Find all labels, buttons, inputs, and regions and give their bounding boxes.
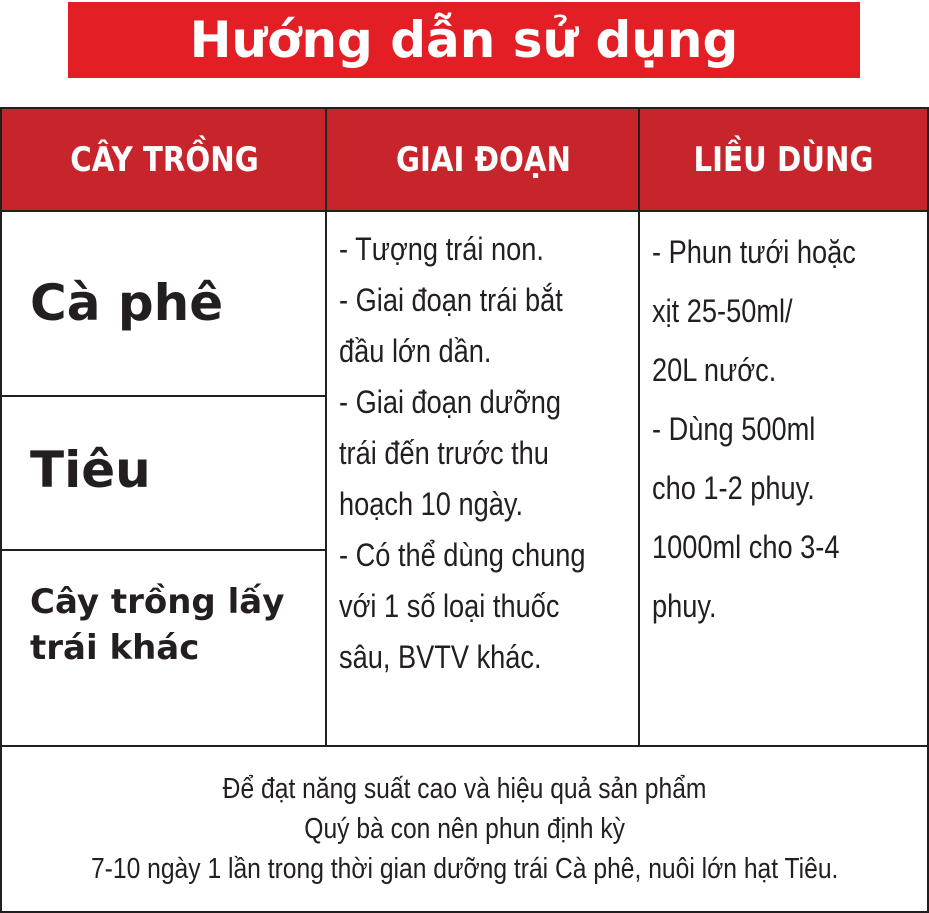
dosage-cell (652, 223, 856, 636)
row-divider (2, 549, 327, 551)
crop-pepper: Tiêu (30, 441, 151, 499)
header-crop: CÂY TRỒNG (70, 140, 259, 180)
usage-table (0, 107, 929, 913)
dosage-line: cho 1-2 phuy. (652, 470, 815, 506)
crop-other-fruit: Cây trồng lấy trái khác (30, 582, 285, 668)
stage-line: với 1 số loại thuốc (339, 588, 560, 624)
footer-line: 7-10 ngày 1 lần trong thời gian dưỡng trái Cà phê, nuôi lớn hạt Tiêu. (90, 853, 839, 885)
footer-note (2, 747, 927, 911)
crop-coffee: Cà phê (30, 274, 224, 332)
dosage-line: 1000ml cho 3-4 (652, 529, 840, 565)
stage-line: hoạch 10 ngày. (339, 486, 523, 522)
page-title: Hướng dẫn sử dụng (189, 11, 739, 69)
row-divider (2, 395, 327, 397)
dosage-line: xịt 25-50ml/ (652, 293, 793, 329)
column-divider (325, 109, 327, 747)
stage-line: đầu lớn dần. (339, 333, 492, 369)
stage-line: - Tượng trái non. (339, 231, 544, 267)
column-divider (638, 109, 640, 747)
header-stage: GIAI ĐOẠN (395, 140, 572, 180)
footer-line: Để đạt năng suất cao và hiệu quả sản phẩm (222, 773, 707, 805)
stage-line: - Giai đoạn trái bắt (339, 282, 563, 318)
dosage-line: 20L nước. (652, 352, 777, 388)
stage-cell (339, 224, 585, 683)
stage-line: sâu, BVTV khác. (339, 639, 542, 675)
header-dosage: LIỀU DÙNG (693, 140, 874, 180)
stage-line: - Có thể dùng chung (339, 537, 586, 573)
title-banner (68, 2, 860, 78)
table-header (2, 109, 927, 211)
dosage-line: - Phun tưới hoặc (652, 234, 856, 270)
stage-line: - Giai đoạn dưỡng (339, 384, 562, 420)
stage-line: trái đến trước thu (339, 435, 549, 471)
dosage-line: - Dùng 500ml (652, 411, 816, 447)
footer-line: Quý bà con nên phun định kỳ (304, 813, 625, 845)
header-divider (2, 210, 927, 212)
dosage-line: phuy. (652, 588, 717, 624)
